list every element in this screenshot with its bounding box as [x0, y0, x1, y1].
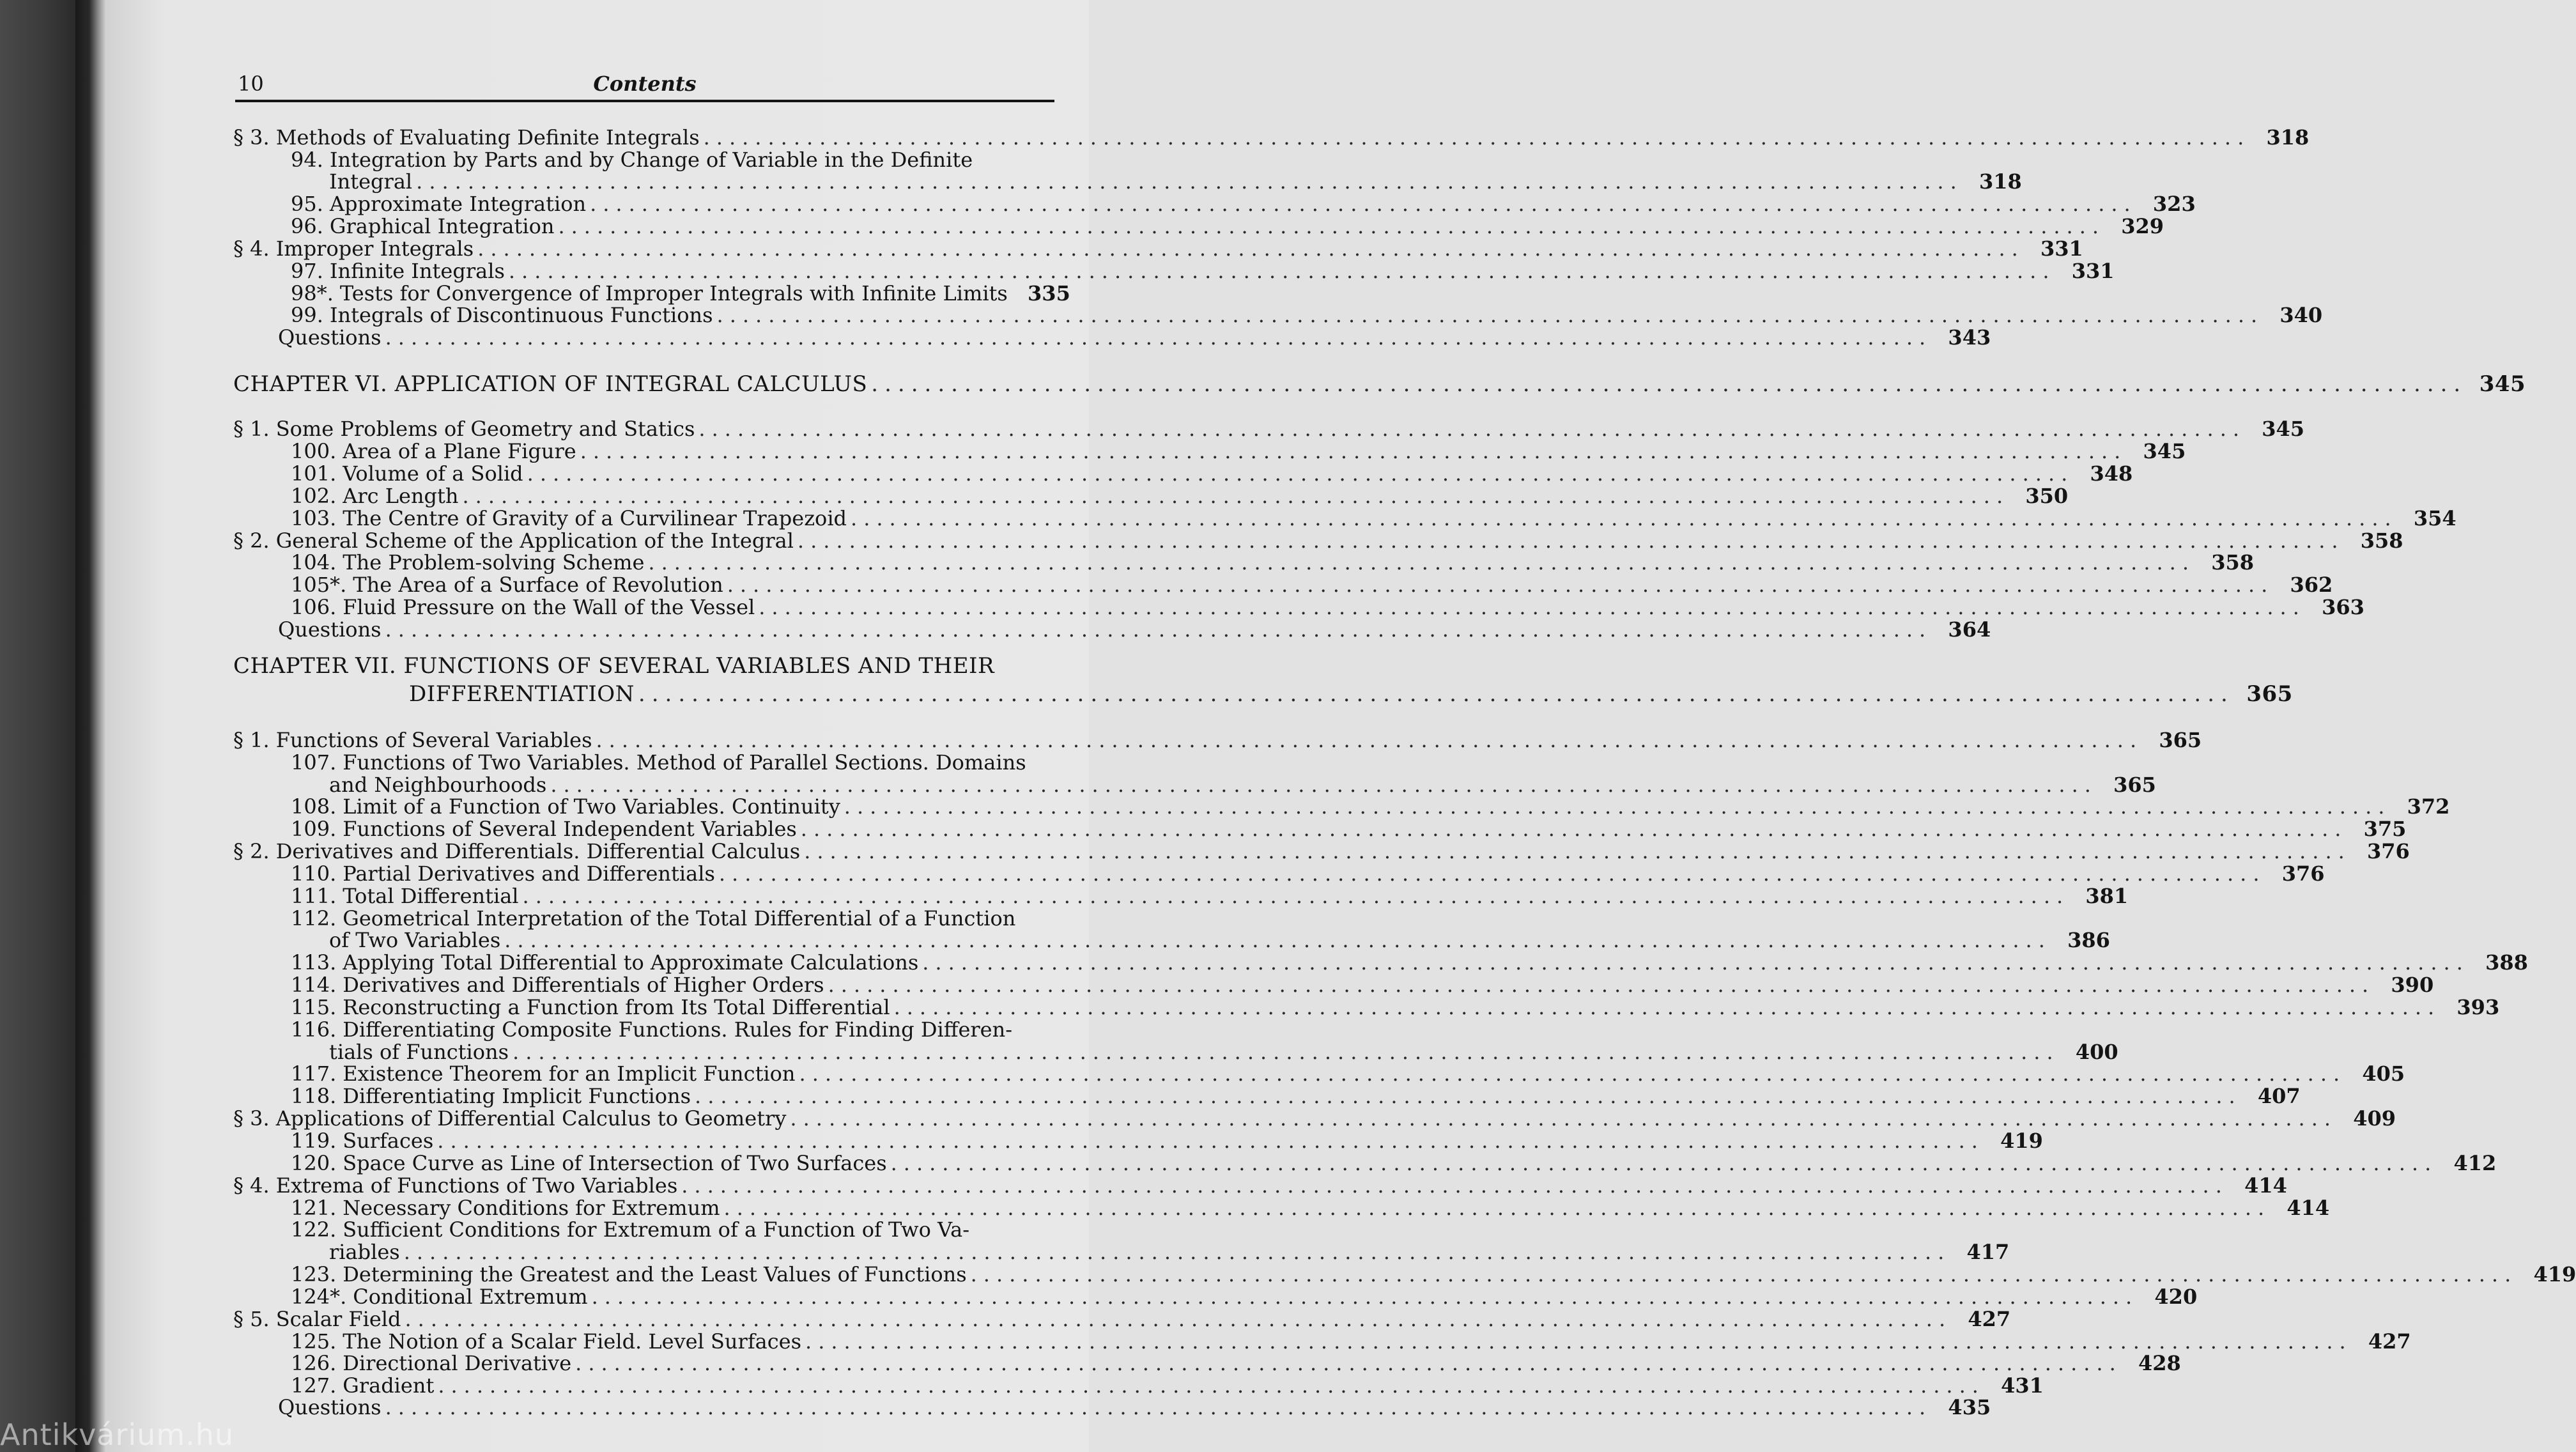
- running-title: Contents: [593, 72, 697, 96]
- dot-leader: ........................................................................................................................: [504, 928, 2051, 952]
- toc-entry-page: 323: [2152, 192, 2196, 216]
- toc-entry: [233, 1084, 2301, 1108]
- toc-entry-number: 116.: [291, 1017, 337, 1042]
- toc-entry-number: 95.: [291, 192, 323, 216]
- dot-leader: ........................................................................................................................: [890, 1151, 2438, 1175]
- dot-leader: ........................................................................................................................: [550, 773, 2097, 797]
- toc-entry: [233, 861, 2325, 886]
- toc-entry-title: Volume of a Solid: [343, 461, 523, 486]
- toc-entry: [233, 817, 2407, 841]
- toc-entry-page: 331: [2071, 259, 2115, 283]
- toc-entry-title: Gradient: [343, 1373, 435, 1398]
- toc-entry-title: Arc Length: [343, 484, 459, 508]
- dot-leader: ........................................................................................................................: [438, 1373, 1985, 1398]
- dot-leader: ........................................................................................................................: [508, 259, 2056, 283]
- dot-leader: ........................................................................................................................: [799, 1062, 2347, 1086]
- toc-entry-number: 106.: [291, 595, 337, 619]
- toc-entry-page: 419: [2000, 1129, 2043, 1153]
- toc-entry-number: 104.: [291, 550, 337, 575]
- toc-entry-title: riables: [329, 1240, 400, 1264]
- toc-entry: [233, 214, 2164, 238]
- toc-entry-title: The Centre of Gravity of a Curvilinear Trapezoid: [343, 506, 847, 530]
- toc-entry: [233, 1196, 2330, 1220]
- toc-entry-page: 407: [2257, 1084, 2301, 1108]
- toc-entry-title: Sufficient Conditions for Extremum of a Function of Two Va-: [343, 1217, 970, 1242]
- toc-entry-title: Existence Theorem for an Implicit Function: [343, 1062, 796, 1086]
- toc-entry-page: 345: [2262, 417, 2305, 441]
- toc-entry-number: § 4.: [233, 1173, 270, 1198]
- toc-entry: [233, 1285, 2198, 1309]
- toc-entry-number: 109.: [291, 817, 337, 841]
- header-rule: [235, 100, 1054, 102]
- toc-entry-page: 335: [1028, 281, 1070, 305]
- toc-entry-title: Applications of Differential Calculus to Geometry: [275, 1106, 787, 1131]
- toc-entry-title: The Area of a Surface of Revolution: [353, 573, 723, 597]
- dot-leader: ........................................................................................................................: [805, 1329, 2352, 1354]
- toc-entry-title: Area of a Plane Figure: [343, 439, 576, 463]
- toc-entry: [233, 1351, 2181, 1375]
- toc-entry-title: Integration by Parts and by Change of Variable in the Definite: [329, 148, 973, 172]
- toc-entry: [233, 303, 2323, 327]
- toc-entry-page: 420: [2154, 1285, 2198, 1309]
- dot-leader: ........................................................................................................................: [893, 995, 2441, 1019]
- dot-leader: ........................................................................................................................: [522, 884, 2070, 908]
- toc-entry-title: Integrals of Discontinuous Functions: [329, 303, 713, 327]
- toc-entry: [233, 169, 2022, 194]
- toc-entry-page: 390: [2391, 973, 2434, 997]
- toc-entry-title: tials of Functions: [329, 1040, 509, 1064]
- toc-entry-title: Questions: [278, 1395, 382, 1419]
- toc-entry: [233, 1040, 2118, 1064]
- toc-entry: [233, 595, 2364, 619]
- toc-entry-page: 376: [2367, 839, 2410, 863]
- toc-entry-number: § 4.: [233, 236, 270, 261]
- toc-entry: [233, 995, 2500, 1019]
- toc-entry-title: Fluid Pressure on the Wall of the Vessel: [343, 595, 755, 619]
- toc-entry-page: 358: [2360, 529, 2403, 553]
- toc-entry: [233, 1173, 2287, 1198]
- dot-leader: ........................................................................................................................: [648, 550, 2196, 575]
- toc-entry-number: § 1.: [233, 417, 270, 441]
- toc-entry-page: 358: [2211, 550, 2255, 575]
- toc-entry-page: 414: [2244, 1173, 2287, 1198]
- toc-entry-number: 102.: [291, 484, 337, 508]
- toc-entry-title: Tests for Convergence of Improper Integrals with Infinite Limits: [339, 281, 1008, 305]
- dot-leader: ........................................................................................................................: [580, 439, 2127, 463]
- toc-entry: [233, 1240, 2010, 1264]
- toc-entry-title: Limit of a Function of Two Variables. Continuity: [343, 794, 840, 819]
- toc-entry-number: 98*.: [291, 281, 334, 305]
- dot-leader: ........................................................................................................................: [703, 125, 2251, 150]
- toc-entry: [233, 928, 2110, 952]
- toc-entry-page: 412: [2453, 1151, 2497, 1175]
- dot-leader: ........................................................................................................................: [596, 728, 2143, 752]
- toc-entry-page: 318: [2266, 125, 2310, 150]
- dot-leader: ........................................................................................................................: [695, 1084, 2242, 1108]
- toc-entry-number: 122.: [291, 1217, 337, 1242]
- toc-entry-number: § 2.: [233, 839, 270, 863]
- toc-entry-title: Surfaces: [343, 1129, 434, 1153]
- toc-entry: [233, 1017, 1061, 1040]
- toc-entry-title: Necessary Conditions for Extremum: [343, 1196, 720, 1220]
- toc-entry-page: 364: [1948, 617, 1991, 642]
- dot-leader: ........................................................................................................................: [591, 1285, 2139, 1309]
- toc-entry-number: 120.: [291, 1151, 337, 1175]
- dot-leader: ........................................................................................................................: [698, 417, 2246, 441]
- toc-entry-number: 101.: [291, 461, 337, 486]
- toc-entry-page: 427: [2368, 1329, 2411, 1354]
- dot-leader: ........................................................................................................................: [970, 1262, 2518, 1286]
- toc-entry: [233, 773, 2156, 797]
- toc-entry-page: 386: [2067, 928, 2110, 952]
- toc-entry-number: 115.: [291, 995, 337, 1019]
- toc-entry-title: Differentiating Composite Functions. Rules for Finding Differen-: [343, 1017, 1013, 1042]
- toc-entry-page: 417: [1966, 1240, 2010, 1264]
- toc-entry-number: 121.: [291, 1196, 337, 1220]
- dot-leader: ........................................................................................................................: [416, 169, 1963, 194]
- toc-entry-page: 428: [2138, 1351, 2181, 1375]
- toc-entry-page: 435: [1948, 1395, 1991, 1419]
- dot-leader: ........................................................................................................................: [590, 192, 2137, 216]
- toc-entry-number: 110.: [291, 861, 337, 886]
- dot-leader: ........................................................................................................................: [727, 573, 2274, 597]
- dot-leader: ........................................................................................................................: [759, 595, 2306, 619]
- toc-entry-title: Extrema of Functions of Two Variables: [275, 1173, 678, 1198]
- toc-entry-title: Questions: [278, 617, 382, 642]
- toc-entry-title: DIFFERENTIATION: [409, 681, 635, 707]
- toc-entry: [233, 750, 1061, 773]
- toc-entry: [233, 236, 2083, 261]
- toc-entry: [233, 1395, 1991, 1419]
- toc-entry-number: 100.: [291, 439, 337, 463]
- toc-entry: [233, 259, 2115, 283]
- toc-entry-title: Graphical Integration: [329, 214, 555, 238]
- toc-entry-title: Functions of Several Independent Variables: [343, 817, 797, 841]
- toc-entry-title: Geometrical Interpretation of the Total Differential of a Function: [343, 906, 1016, 931]
- dot-leader: ........................................................................................................................: [871, 371, 2467, 397]
- toc-entry: [233, 1262, 2576, 1286]
- toc-entry-title: Functions of Several Variables: [275, 728, 592, 752]
- toc-entry-page: 340: [2279, 303, 2323, 327]
- toc-entry-title: and Neighbourhoods: [329, 773, 547, 797]
- toc-entry-title: Improper Integrals: [275, 236, 474, 261]
- toc-entry-page: 365: [2159, 728, 2202, 752]
- dot-leader: ........................................................................................................................: [477, 236, 2025, 261]
- toc-entry-page: 345: [2143, 439, 2186, 463]
- toc-entry-title: Integral: [329, 169, 413, 194]
- toc-entry: [233, 281, 1070, 305]
- toc-entry-page: 409: [2353, 1106, 2396, 1131]
- toc-entry: [233, 1129, 2043, 1153]
- toc-entry-number: 113.: [291, 950, 337, 975]
- book-binding: [0, 0, 75, 1452]
- toc-entry: [233, 884, 2129, 908]
- toc-entry-title: Reconstructing a Function from Its Total Differential: [343, 995, 890, 1019]
- page-number: 10: [238, 72, 264, 96]
- dot-leader: ........................................................................................................................: [851, 506, 2398, 530]
- toc-entry-number: 96.: [291, 214, 323, 238]
- dot-leader: ........................................................................................................................: [385, 1395, 1932, 1419]
- toc-entry-number: 127.: [291, 1373, 337, 1398]
- toc-entry-page: 376: [2281, 861, 2325, 886]
- toc-entry-page: 354: [2413, 506, 2456, 530]
- toc-entry-title: Functions of Two Variables. Method of Parallel Sections. Domains: [343, 750, 1026, 775]
- toc-entry-page: 414: [2287, 1196, 2330, 1220]
- toc-entry-number: 126.: [291, 1351, 337, 1375]
- toc-entry: [233, 839, 2410, 863]
- watermark: Antikvárium.hu: [0, 1417, 235, 1452]
- dot-leader: ........................................................................................................................: [681, 1173, 2228, 1198]
- dot-leader: ........................................................................................................................: [405, 1307, 1952, 1331]
- toc-entry: [233, 1151, 2497, 1175]
- toc-entry: [233, 1062, 2405, 1086]
- toc-entry-page: 427: [1968, 1307, 2011, 1331]
- toc-entry-page: 365: [2246, 681, 2293, 707]
- toc-entry: [233, 617, 1991, 642]
- dot-leader: ........................................................................................................................: [385, 325, 1932, 350]
- dot-leader: ........................................................................................................................: [403, 1240, 1951, 1264]
- dot-leader: ........................................................................................................................: [800, 817, 2348, 841]
- toc-entry-page: 431: [2001, 1373, 2044, 1398]
- toc-entry-title: Methods of Evaluating Definite Integrals: [275, 125, 700, 150]
- toc-entry-number: 124*.: [291, 1285, 347, 1309]
- toc-entry: [233, 371, 2526, 397]
- toc-entry: [233, 906, 1061, 929]
- toc-entry: [233, 550, 2255, 575]
- toc-entry-title: Questions: [278, 325, 382, 350]
- toc-entry-page: 331: [2040, 236, 2083, 261]
- toc-entry-number: 125.: [291, 1329, 337, 1354]
- toc-entry-number: § 2.: [233, 529, 270, 553]
- toc-entry: [233, 417, 2305, 441]
- toc-entry-page: 318: [1978, 169, 2022, 194]
- toc-entry-page: 405: [2362, 1062, 2405, 1086]
- toc-entry-title: Approximate Integration: [329, 192, 587, 216]
- toc-entry-page: 393: [2456, 995, 2500, 1019]
- toc-entry: [233, 728, 2202, 752]
- toc-entry-number: § 1.: [233, 728, 270, 752]
- toc-entry-number: 99.: [291, 303, 323, 327]
- dot-leader: ........................................................................................................................: [462, 484, 2010, 508]
- toc-entry: [233, 529, 2403, 553]
- toc-entry: [233, 794, 2450, 819]
- dot-leader: ........................................................................................................................: [558, 214, 2106, 238]
- dot-leader: ........................................................................................................................: [828, 973, 2375, 997]
- toc-entry-number: 117.: [291, 1062, 337, 1086]
- toc-entry: [233, 192, 2196, 216]
- dot-leader: ........................................................................................................................: [513, 1040, 2060, 1064]
- toc-entry-number: 114.: [291, 973, 337, 997]
- toc-entry-page: 375: [2363, 817, 2407, 841]
- page-gutter: [75, 0, 106, 1452]
- toc-entry-title: Differentiating Implicit Functions: [343, 1084, 691, 1108]
- toc-entry-title: Infinite Integrals: [329, 259, 505, 283]
- toc-entry: [233, 653, 1061, 679]
- toc-entry-page: 343: [1948, 325, 1991, 350]
- toc-entry-page: 400: [2075, 1040, 2118, 1064]
- dot-leader: ........................................................................................................................: [385, 617, 1932, 642]
- toc-entry: [233, 1106, 2396, 1131]
- toc-entry-page: 350: [2025, 484, 2069, 508]
- toc-entry-number: § 5.: [233, 1307, 270, 1331]
- toc-entry-number: 118.: [291, 1084, 337, 1108]
- toc-entry-title: The Problem-solving Scheme: [343, 550, 645, 575]
- toc-entry-page: 345: [2479, 371, 2526, 397]
- toc-entry-title: Space Curve as Line of Intersection of Two Surfaces: [343, 1151, 887, 1175]
- toc-entry-title: Total Differential: [343, 884, 519, 908]
- toc-entry-title: Derivatives and Differentials. Differential Calculus: [275, 839, 801, 863]
- toc-entry-title: CHAPTER VI. APPLICATION OF INTEGRAL CALCULUS: [233, 371, 868, 397]
- dot-leader: ........................................................................................................................: [844, 794, 2391, 819]
- toc-entry-number: 103.: [291, 506, 337, 530]
- dot-leader: ........................................................................................................................: [718, 861, 2266, 886]
- toc-entry-title: General Scheme of the Application of the Integral: [275, 529, 794, 553]
- page-header: [235, 69, 1054, 101]
- toc-entry-title: Some Problems of Geometry and Statics: [275, 417, 695, 441]
- dot-leader: ........................................................................................................................: [723, 1196, 2271, 1220]
- toc-entry: [233, 325, 1991, 350]
- dot-leader: ........................................................................................................................: [575, 1351, 2122, 1375]
- toc-entry-title: Scalar Field: [275, 1307, 401, 1331]
- toc-entry-number: 108.: [291, 794, 337, 819]
- toc-entry: [233, 681, 2293, 707]
- toc-entry: [233, 1373, 2044, 1398]
- toc-entry-page: 381: [2085, 884, 2129, 908]
- toc-entry-page: 362: [2290, 573, 2333, 597]
- toc-entry-page: 363: [2322, 595, 2364, 619]
- toc-entry-number: 112.: [291, 906, 337, 931]
- toc-entry-number: 97.: [291, 259, 323, 283]
- toc-entry: [233, 573, 2333, 597]
- toc-entry-page: 329: [2121, 214, 2164, 238]
- toc-entry-title: Conditional Extremum: [353, 1285, 588, 1309]
- dot-leader: ........................................................................................................................: [797, 529, 2345, 553]
- toc-entry: [233, 461, 2133, 486]
- dot-leader: ........................................................................................................................: [716, 303, 2264, 327]
- dot-leader: ........................................................................................................................: [527, 461, 2074, 486]
- toc-entry-page: 372: [2407, 794, 2450, 819]
- dot-leader: ........................................................................................................................: [638, 681, 2234, 707]
- table-of-contents: [233, 125, 2576, 1419]
- toc-entry-title: Applying Total Differential to Approximate Calculations: [343, 950, 919, 975]
- toc-entry-title: of Two Variables: [329, 928, 501, 952]
- toc-entry-number: 94.: [291, 148, 323, 172]
- dot-leader: ........................................................................................................................: [790, 1106, 2338, 1131]
- toc-entry-title: Determining the Greatest and the Least Values of Functions: [343, 1262, 967, 1286]
- toc-entry: [233, 125, 2310, 150]
- dot-leader: ........................................................................................................................: [922, 950, 2469, 975]
- toc-entry-page: 419: [2533, 1262, 2576, 1286]
- dot-leader: ........................................................................................................................: [804, 839, 2351, 863]
- toc-entry-number: 107.: [291, 750, 337, 775]
- toc-entry-number: 123.: [291, 1262, 337, 1286]
- toc-entry-number: 111.: [291, 884, 337, 908]
- toc-entry-number: 119.: [291, 1129, 337, 1153]
- toc-entry: [233, 484, 2069, 508]
- toc-entry-title: Directional Derivative: [343, 1351, 572, 1375]
- toc-entry: [233, 148, 1061, 170]
- toc-entry: [233, 950, 2528, 975]
- toc-entry: [233, 1307, 2011, 1331]
- dot-leader: ........................................................................................................................: [437, 1129, 1984, 1153]
- toc-entry-number: 105*.: [291, 573, 347, 597]
- toc-entry-title: The Notion of a Scalar Field. Level Surfaces: [343, 1329, 802, 1354]
- toc-entry: [233, 1329, 2411, 1354]
- toc-entry-page: 365: [2113, 773, 2156, 797]
- toc-entry-title: CHAPTER VII. FUNCTIONS OF SEVERAL VARIABLES AND THEIR: [233, 653, 995, 679]
- toc-entry-title: Derivatives and Differentials of Higher Orders: [343, 973, 824, 997]
- toc-entry: [233, 439, 2186, 463]
- toc-entry: [233, 506, 2456, 530]
- toc-entry-number: § 3.: [233, 125, 270, 150]
- toc-entry: [233, 1217, 1061, 1240]
- toc-entry-title: Partial Derivatives and Differentials: [343, 861, 715, 886]
- toc-entry-page: 388: [2485, 950, 2528, 975]
- toc-entry-number: § 3.: [233, 1106, 270, 1131]
- toc-entry-page: 348: [2090, 461, 2133, 486]
- toc-entry: [233, 973, 2434, 997]
